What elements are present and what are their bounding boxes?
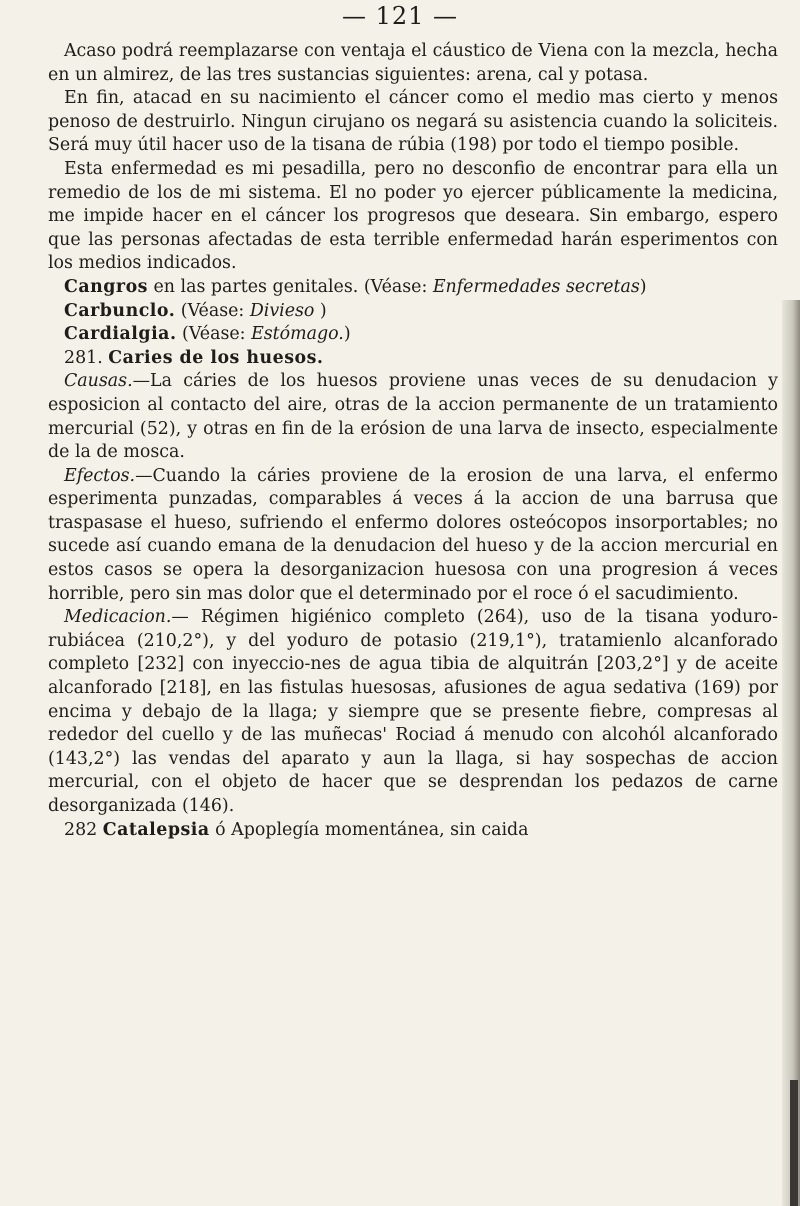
entry-text: ) [314,300,327,321]
page-edge-dark [790,1080,798,1206]
paragraph: En fin, atacad en su nacimiento el cáncer como el medio mas cierto y menos penoso de destruirlo. Ningun cirujano os negará su asistencia cuando la soliciteis. Será muy útil hacer uso de la tisana de rúbia (198) por todo el tiempo posible. [48,88,778,156]
section-text: —La cáries de los huesos proviene unas veces de su denudacion y esposicion al contacto del aire, otras de la accion permanente de un tratamiento mercurial (52), y otras en fin de la erósion de una larva de insecto, especialmente de la de mosca. [48,371,778,463]
entry-text: (Véase: [175,300,250,321]
paragraph: Acaso podrá reemplazarse con ventaja el cáustico de Viena con la mezcla, hecha en un almirez, de las tres sustancias siguientes: arena, cal y potasa. [48,41,778,85]
page-number: — 121 — [341,2,459,30]
section-medicacion [48,606,778,818]
section-label: Causas. [64,371,133,392]
entry-text: ó Apoplegía momentánea, sin caida [209,819,529,840]
section-text: — Régimen higiénico completo (264), uso de la tisana yoduro-rubiácea (210,2°), y del yoduro de potasio (219,1°), tratamienlo alcanforado completo [232] con inyeccio-nes de agua tibia de alquitrán [203,2°] y de aceite alcanforado [218], en las fistulas huesosas, afusiones de agua sedativa (169) por encima y debajo de la llaga; y siempre que se presente fiebre, compresas al rededor del cuello y de las muñecas' Rociad á menudo con alcohól alcanforado (143,2°) las vendas del aparato y aun la llaga, si hay sospechas de accion mercurial, con el objeto de hacer que se desprendan los pedazos de carne desorganizada (146). [48,607,778,816]
section-efectos [48,465,778,607]
section-text: —Cuando la cáries proviene de la erosion de una larva, el enfermo esperimenta punzadas, comparables á veces á la accion de una barrusa que traspasase el hueso, sufriendo el enfermo dolores osteócopos insorportables; no sucede así cuando emana de la denudacion del hueso y de la accion mercurial en estos casos se opera la desorganizacion huesosa con una progresion á veces horrible, pero sin mas dolor que el determinado por el roce ó el sacudimiento. [48,465,778,604]
entry-caries [48,347,778,371]
entry-heading: Carbunclo. [64,300,176,321]
page-body [48,40,778,842]
entry-catalepsia [48,819,778,843]
paragraph: Esta enfermedad es mi pesadilla, pero no desconfio de encontrar para ella un remedio de los de mi sistema. El no poder yo ejercer públicamente la medicina, me impide hacer en el cáncer los progresos que deseara. Sin embargo, espero que las personas afectadas de esta terrible enfermedad harán esperimentos con los medios indicados. [48,158,778,274]
section-label: Medicacion. [64,607,172,628]
entry-text: ) [639,276,647,297]
entry-cardialgia [48,323,778,347]
cross-reference: Divieso [249,300,315,321]
entry-heading: Cangros [64,276,148,297]
entry-text: en las partes genitales. (Véase: [147,276,433,297]
cross-reference: Enfermedades secretas [432,276,640,297]
cross-reference: Estómago. [251,324,344,345]
page-edge-shadow [782,300,800,1206]
entry-number: 281. [64,347,103,368]
entry-text: ) [343,324,351,345]
entry-heading: Catalepsia [102,819,210,840]
entry-heading: Cardialgia. [64,324,177,345]
section-label: Efectos. [64,465,136,486]
entry-text: (Véase: [176,324,252,345]
entry-heading: Caries de los huesos. [108,347,324,368]
section-causas [48,370,778,464]
entry-carbunclo [48,300,778,324]
entry-number: 282 [64,819,98,840]
entry-cangros [48,276,778,300]
